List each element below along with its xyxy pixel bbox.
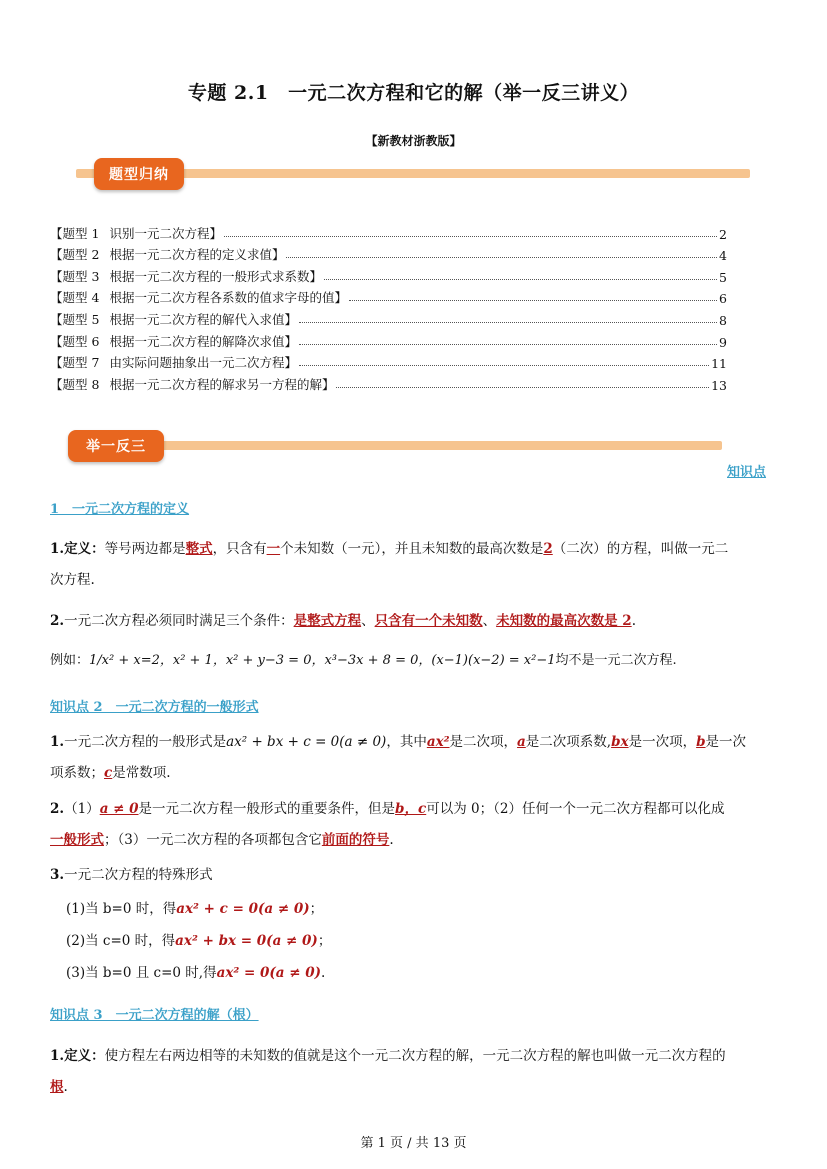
special-forms-heading — [50, 860, 782, 891]
text: 是二次项系数, — [525, 734, 612, 750]
toc-entry-page: 4 — [719, 248, 727, 264]
math-expression: ax² + bx + c = 0(a ≠ 0) — [226, 734, 387, 750]
toc-dot-leader — [299, 365, 709, 366]
toc-entry-title: 根据一元二次方程的解代入求值】 — [109, 311, 297, 327]
toc-dot-leader — [349, 300, 717, 301]
text: ，其中 — [386, 734, 427, 750]
section-band — [68, 441, 722, 450]
special-form-case-1 — [66, 894, 766, 925]
text: 使方程左右两边相等的未知数的值就是这个一元二次方程的解，一元二次方程的解也叫做一元二次方程的 — [104, 1048, 726, 1064]
toc-entry[interactable] — [50, 242, 727, 264]
item-lead: 1.定义： — [50, 1048, 105, 1064]
math-expression: ax² + bx = 0(a ≠ 0) — [175, 933, 318, 949]
toc-entry-number: 【题型 3 — [50, 268, 100, 284]
root-definition-paragraph — [50, 1041, 782, 1103]
special-form-case-3 — [66, 958, 766, 989]
highlight: bx — [611, 734, 629, 750]
toc-entry-number: 【题型 8 — [50, 376, 100, 392]
toc-entry-number: 【题型 2 — [50, 247, 100, 263]
toc-entry-number: 【题型 7 — [50, 355, 100, 371]
text: 次方程. — [50, 572, 95, 588]
toc-dot-leader — [286, 257, 717, 258]
special-form-case-2 — [66, 926, 766, 957]
toc-entry-title: 根据一元二次方程的解求另一方程的解】 — [109, 376, 335, 392]
item-lead: 2. — [50, 801, 65, 817]
highlight: a ≠ 0 — [99, 801, 139, 817]
toc-entry-number: 【题型 5 — [50, 311, 100, 327]
toc-entry-title: 根据一元二次方程的解降次求值】 — [109, 333, 297, 349]
section-badge-examples: 举一反三 — [68, 430, 164, 462]
table-of-contents — [50, 220, 727, 393]
edition-label: 【新教材浙教版】 — [365, 134, 462, 148]
text: (1)当 b=0 时，得 — [66, 901, 177, 917]
knowledge-point-label: 知识点 — [727, 465, 767, 480]
highlight: 只含有一个未知数 — [374, 613, 483, 629]
highlight: 未知数的最高次数是 2 — [496, 613, 632, 629]
knowledge-point-2-heading: 知识点 2 一元二次方程的一般形式 — [50, 700, 259, 715]
item-lead: 1. — [50, 734, 65, 750]
page-footer: 第 1 页 / 共 13 页 — [360, 1136, 467, 1151]
highlight: 一般形式 — [50, 832, 104, 848]
math-expression: ax² + c = 0(a ≠ 0) — [176, 901, 310, 917]
text: 是一元二次方程一般形式的重要条件，但是 — [138, 801, 396, 817]
toc-entry-page: 11 — [711, 356, 727, 372]
text: (2)当 c=0 时，得 — [66, 933, 176, 949]
special-forms-list — [66, 894, 766, 989]
text: 均不是一元二次方程. — [555, 653, 677, 668]
toc-entry-number: 【题型 1 — [50, 225, 100, 241]
highlight: 2 — [543, 541, 553, 557]
text: 例如： — [50, 653, 90, 668]
toc-entry-title: 识别一元二次方程】 — [109, 225, 222, 241]
text: (3)当 b=0 且 c=0 时,得 — [66, 965, 217, 981]
text: ，只含有 — [212, 541, 267, 557]
highlight: b — [696, 734, 706, 750]
text: 可以为 0；（2）任何一个一元二次方程都可以化成 — [426, 801, 725, 817]
toc-dot-leader — [299, 322, 717, 323]
toc-entry-title: 根据一元二次方程的一般形式求系数】 — [109, 268, 322, 284]
text: 个未知数（一元），并且未知数的最高次数是 — [280, 541, 544, 557]
highlight: 是整式方程 — [293, 613, 362, 629]
text: ； — [309, 901, 324, 917]
highlight: b，c — [395, 801, 427, 817]
text: 、 — [482, 613, 497, 629]
toc-entry-page: 9 — [719, 334, 727, 350]
item-lead: 1.定义： — [50, 541, 105, 557]
text: ；（3）一元二次方程的各项都包含它 — [104, 832, 322, 848]
text: （二次）的方程，叫做一元二 — [552, 541, 729, 557]
highlight: ax² — [426, 734, 450, 750]
knowledge-point-3-heading: 知识点 3 一元二次方程的解（根） — [50, 1008, 259, 1023]
toc-dot-leader — [336, 387, 709, 388]
toc-entry[interactable] — [50, 328, 727, 350]
text: 一元二次方程的特殊形式 — [64, 867, 213, 883]
toc-dot-leader — [299, 344, 717, 345]
definition-paragraph — [50, 534, 782, 596]
text: . — [63, 1079, 68, 1095]
text: 一元二次方程必须同时满足三个条件： — [64, 613, 294, 629]
text: ； — [317, 933, 332, 949]
general-form-paragraph — [50, 727, 782, 789]
conditions-paragraph — [50, 606, 782, 637]
highlight: a — [517, 734, 526, 750]
toc-dot-leader — [324, 279, 717, 280]
toc-entry-number: 【题型 6 — [50, 333, 100, 349]
text: 项系数； — [50, 765, 104, 781]
toc-entry[interactable] — [50, 371, 727, 393]
math-expression: ax² = 0(a ≠ 0) — [216, 965, 322, 981]
toc-entry-page: 8 — [719, 312, 727, 328]
toc-entry-title: 由实际问题抽象出一元二次方程】 — [109, 355, 297, 371]
toc-entry[interactable] — [50, 306, 727, 328]
text: 是一次项， — [628, 734, 697, 750]
text: （1） — [64, 801, 100, 817]
knowledge-point-1-heading: 1 一元二次方程的定义 — [50, 502, 190, 517]
highlight: 根 — [50, 1079, 64, 1095]
toc-entry-page: 13 — [711, 377, 727, 393]
text: 等号两边都是 — [104, 541, 186, 557]
item-lead: 3. — [50, 867, 65, 883]
highlight: c — [104, 765, 113, 781]
section-badge-type-summary: 题型归纳 — [94, 158, 184, 190]
highlight: 整式 — [185, 541, 213, 557]
text: 是一次 — [705, 734, 747, 750]
text: 是常数项. — [112, 765, 171, 781]
toc-entry-page: 6 — [719, 291, 727, 307]
toc-entry-title: 根据一元二次方程的定义求值】 — [109, 247, 285, 263]
toc-entry-title: 根据一元二次方程各系数的值求字母的值】 — [109, 290, 347, 306]
toc-entry-page: 2 — [719, 226, 727, 242]
text: 一元二次方程的一般形式是 — [64, 734, 227, 750]
toc-entry[interactable] — [50, 220, 727, 242]
math-expression: 1/x² + x=2，x² + 1，x² + y−3 = 0，x³−3x + 8 = 0，(x−1)(x−2) = x²−1 — [89, 653, 556, 668]
examples-paragraph — [50, 645, 782, 676]
toc-entry[interactable] — [50, 350, 727, 372]
text: . — [389, 832, 394, 848]
general-form-notes — [50, 794, 782, 856]
toc-entry-page: 5 — [719, 269, 727, 285]
toc-dot-leader — [224, 236, 717, 237]
page-title: 专题 2.1 一元二次方程和它的解（举一反三讲义） — [187, 82, 640, 104]
toc-entry[interactable] — [50, 263, 727, 285]
text: 是二次项， — [449, 734, 518, 750]
toc-entry-number: 【题型 4 — [50, 290, 100, 306]
highlight: 一 — [266, 541, 281, 557]
text: 、 — [361, 613, 375, 629]
text: . — [321, 965, 326, 981]
item-lead: 2. — [50, 613, 65, 629]
text: . — [631, 613, 636, 629]
highlight: 前面的符号 — [321, 832, 390, 848]
toc-entry[interactable] — [50, 285, 727, 307]
